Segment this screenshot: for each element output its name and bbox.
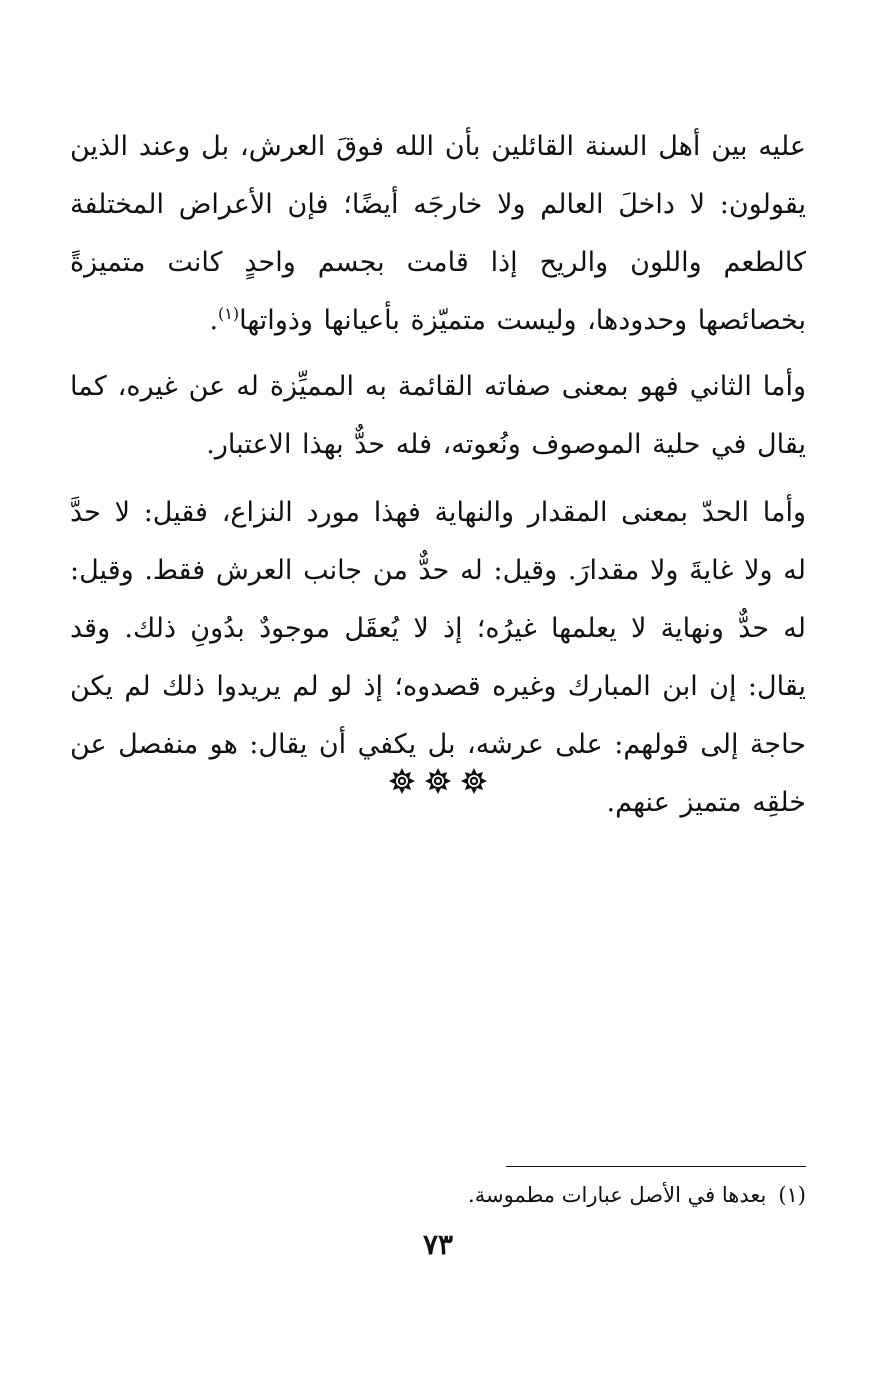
footnote	[70, 1178, 806, 1212]
footnote-text: بعدها في الأصل عبارات مطموسة.	[468, 1183, 767, 1207]
flower-ornament-icon	[425, 768, 451, 794]
paragraph-1-text: عليه بين أهل السنة القائلين بأن الله فوقَ العرش، بل وعند الذين يقولون: لا داخلَ العالم ولا خارجَه أيضًا؛ فإن الأعراض المختلفة كالطعم واللون والريح إذا قامت بجسم واحدٍ كانت متميزةً بخصائصها وحدودها، وليست متميّزة بأعيانها وذواتها	[70, 131, 806, 336]
section-divider	[70, 768, 806, 794]
paragraph-3: وأما الحدّ بمعنى المقدار والنهاية فهذا مورد النزاع، فقيل: لا حدَّ له ولا غايةَ ولا مقدارَ. وقيل: له حدٌّ من جانب العرش فقط. وقيل: له حدٌّ ونهاية لا يعلمها غيرُه؛ إذ لا يُعقَل موجودٌ بدُونِ ذلك. وقد يقال: إن ابن المبارك وغيره قصدوه؛ إذ لو لم يريدوا ذلك لم يكن حاجة إلى قولهم: على عرشه، بل يكفي أن يقال: هو منفصل عن خلقِه متميز عنهم.	[70, 497, 806, 818]
footnote-divider	[506, 1166, 806, 1167]
flower-ornament-icon	[461, 768, 487, 794]
footnote-reference[interactable]: (١)	[218, 304, 240, 323]
flower-ornament-icon	[389, 768, 415, 794]
main-text	[70, 118, 806, 832]
paragraph-1	[70, 118, 806, 350]
book-page	[70, 118, 806, 1318]
paragraph-1-tail: .	[209, 305, 219, 336]
footnote-number: (١)	[778, 1183, 806, 1207]
page-number: ٧٣	[422, 1228, 454, 1261]
paragraph-2: وأما الثاني فهو بمعنى صفاته القائمة به المميِّزة له عن غيره، كما يقال في حلية الموصوف ونُعوته، فله حدٌّ بهذا الاعتبار.	[70, 371, 806, 460]
